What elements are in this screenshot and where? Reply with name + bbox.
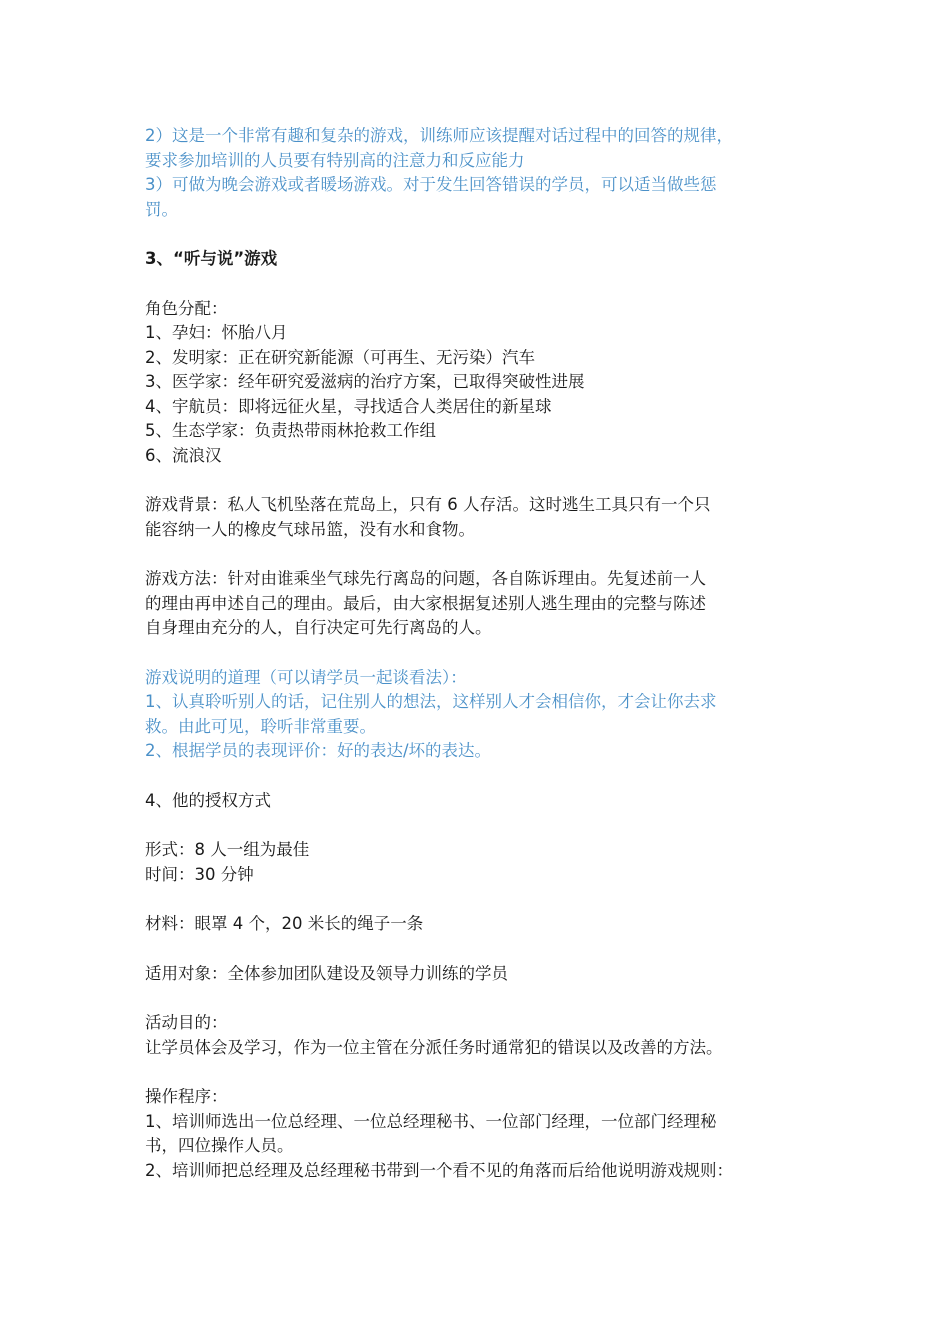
game-materials: 材料：眼罩 4 个，20 米长的绳子一条 — [145, 914, 424, 933]
game-method-line-1: 游戏方法：针对由谁乘坐气球先行离岛的问题，各自陈诉理由。先复述前一人 — [145, 569, 706, 588]
target-audience: 适用对象：全体参加团队建设及领导力训练的学员 — [145, 963, 508, 983]
roles-title: 角色分配： — [145, 298, 228, 318]
game-method-line-3: 自身理由充分的人，自行决定可先行离岛的人。 — [145, 618, 492, 637]
game-background-line-2: 能容纳一人的橡皮气球吊篮，没有水和食物。 — [145, 519, 475, 539]
lesson-2: 2、根据学员的表现评价：好的表达/坏的表达。 — [145, 741, 492, 760]
role-item: 5、生态学家：负责热带雨林抢救工作组 — [145, 421, 436, 440]
game-time: 时间：30 分钟 — [145, 864, 254, 884]
section-3-heading: 3、“听与说”游戏 — [145, 249, 278, 268]
procedure-step-1-line-2: 书，四位操作人员。 — [145, 1136, 294, 1155]
game-background-line-1: 游戏背景：私人飞机坠落在荒岛上，只有 6 人存活。这时逃生工具只有一个只 — [145, 495, 711, 514]
role-item: 3、医学家：经年研究爱滋病的治疗方案，已取得突破性进展 — [145, 372, 585, 391]
procedure-title: 操作程序： — [145, 1087, 228, 1106]
lesson-title: 游戏说明的道理（可以请学员一起谈看法）： — [145, 667, 467, 687]
role-item: 6、流浪汉 — [145, 445, 222, 465]
purpose-text: 让学员体会及学习，作为一位主管在分派任务时通常犯的错误以及改善的方法。 — [145, 1037, 723, 1057]
note-item-2-line-1: 2）这是一个非常有趣和复杂的游戏，训练师应该提醒对话过程中的回答的规律， — [145, 126, 733, 145]
note-item-3-line-2: 罚。 — [145, 199, 178, 219]
purpose-title: 活动目的： — [145, 1013, 228, 1032]
role-item: 1、孕妇：怀胎八月 — [145, 323, 288, 342]
document-body — [145, 124, 825, 1183]
lesson-1-line-2: 救。由此可见，聆听非常重要。 — [145, 716, 376, 736]
role-item: 2、发明家：正在研究新能源（可再生、无污染）汽车 — [145, 347, 535, 367]
game-form: 形式：8 人一组为最佳 — [145, 840, 310, 859]
role-item: 4、宇航员：即将远征火星，寻找适合人类居住的新星球 — [145, 396, 552, 416]
procedure-step-2: 2、培训师把总经理及总经理秘书带到一个看不见的角落而后给他说明游戏规则： — [145, 1160, 733, 1180]
lesson-1-line-1: 1、认真聆听别人的话，记住别人的想法，这样别人才会相信你，才会让你去求 — [145, 692, 717, 711]
game-method-line-2: 的理由再申述自己的理由。最后，由大家根据复述别人逃生理由的完整与陈述 — [145, 593, 706, 613]
section-4-heading: 4、他的授权方式 — [145, 790, 271, 810]
procedure-step-1-line-1: 1、培训师选出一位总经理、一位总经理秘书、一位部门经理，一位部门经理秘 — [145, 1111, 717, 1131]
note-item-2-line-2: 要求参加培训的人员要有特别高的注意力和反应能力 — [145, 150, 525, 170]
note-item-3-line-1: 3）可做为晚会游戏或者暖场游戏。对于发生回答错误的学员，可以适当做些惩 — [145, 175, 717, 194]
